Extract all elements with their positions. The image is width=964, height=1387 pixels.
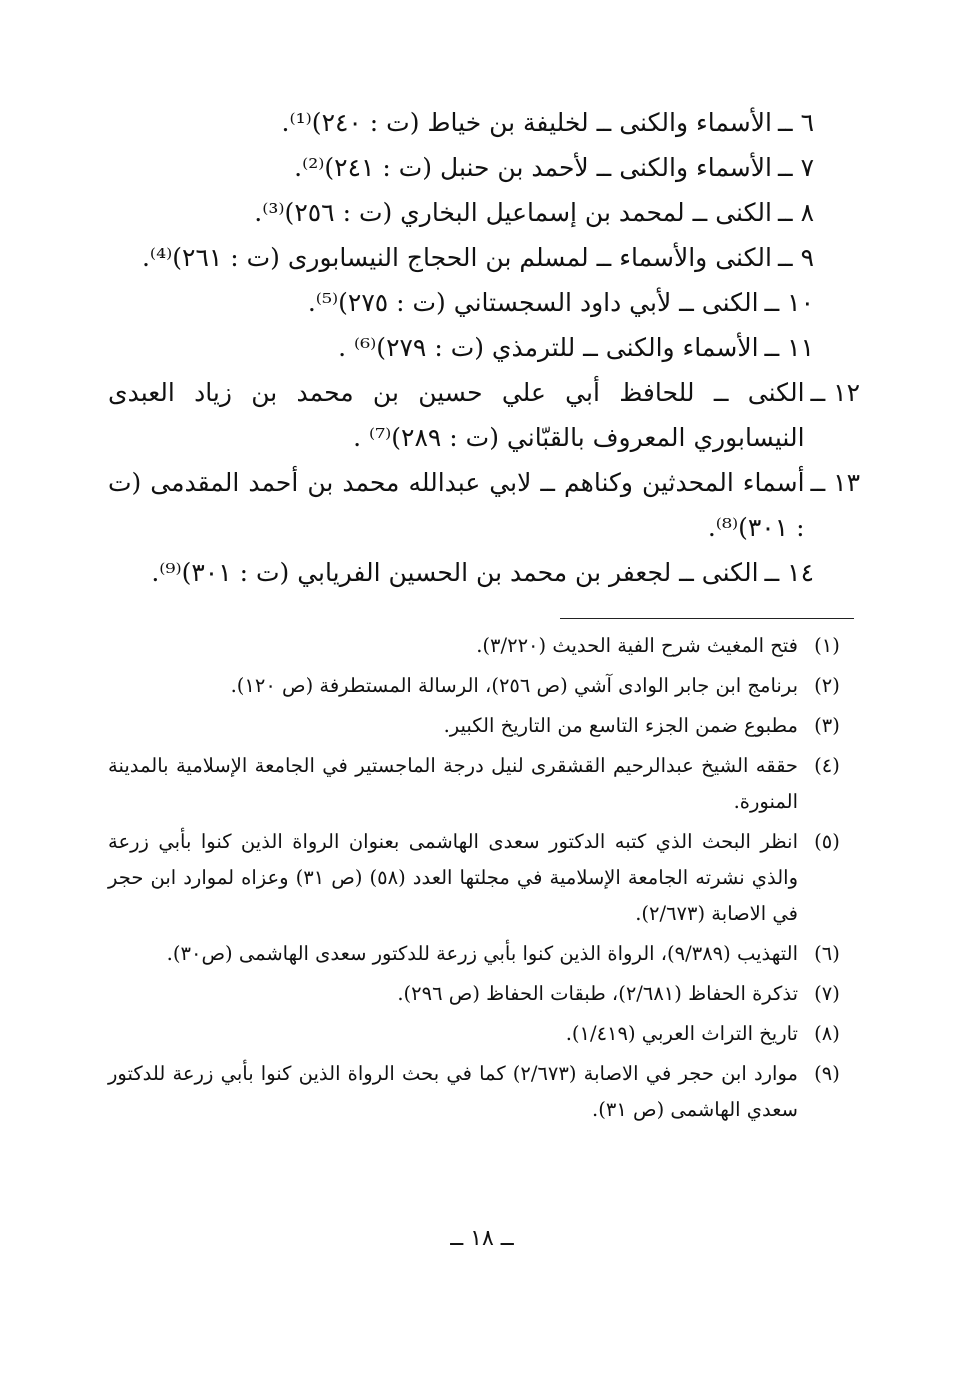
footnote-number: (٥) bbox=[814, 830, 840, 853]
footnote bbox=[108, 936, 856, 972]
footnote-text: مطبوع ضمن الجزء التاسع من التاريخ الكبير. bbox=[443, 714, 798, 737]
entry-text: الأسماء والكنى ــ للترمذي (ت : ٢٧٩)⁽⁶⁾ . bbox=[338, 333, 759, 362]
list-item bbox=[108, 370, 860, 460]
list-item bbox=[108, 280, 860, 325]
list-item bbox=[108, 460, 860, 550]
footnote-number: (٧) bbox=[814, 982, 840, 1005]
footnote bbox=[108, 1016, 856, 1052]
list-item bbox=[108, 100, 860, 145]
entry-number: ٦ ــ bbox=[777, 108, 814, 137]
entry-number: ٩ ــ bbox=[777, 243, 814, 272]
footnote-divider bbox=[560, 618, 854, 619]
list-item bbox=[108, 235, 860, 280]
footnote-text: حققه الشيخ عبدالرحيم القشقرى لنيل درجة الماجستير في الجامعة الإسلامية بالمدينة المنورة. bbox=[108, 754, 798, 813]
footnotes bbox=[108, 628, 856, 1132]
entry-text: الكنى ــ لأبي داود السجستاني (ت : ٢٧٥)⁽⁵⁾. bbox=[307, 288, 759, 317]
footnote bbox=[108, 1056, 856, 1128]
entry-number: ١٣ ــ bbox=[810, 468, 860, 497]
book-list bbox=[108, 100, 860, 595]
footnote-number: (٣) bbox=[814, 714, 840, 737]
entry-number: ١١ ــ bbox=[764, 333, 814, 362]
entry-text: الأسماء والكنى ــ لأحمد بن حنبل (ت : ٢٤١)⁽²⁾. bbox=[294, 153, 772, 182]
footnote-number: (٢) bbox=[814, 674, 840, 697]
footnote bbox=[108, 708, 856, 744]
footnote-text: تاريخ التراث العربي (١/٤١٩). bbox=[565, 1022, 798, 1045]
list-item bbox=[108, 325, 860, 370]
entry-number: ١٢ ــ bbox=[810, 378, 860, 407]
list-item bbox=[108, 190, 860, 235]
footnote-text: موارد ابن حجر في الاصابة (٢/٦٧٣) كما في بحث الرواة الذين كنوا بأبي زرعة للدكتور سعدي الهاشمى (ص ٣١). bbox=[108, 1062, 798, 1121]
entry-number: ٨ ــ bbox=[777, 198, 814, 227]
footnote-number: (٩) bbox=[814, 1062, 840, 1085]
entry-number: ١٠ ــ bbox=[764, 288, 814, 317]
entry-text: الكنى ــ للحافظ أبي علي حسين بن محمد بن زياد العبدى النيسابوري المعروف بالقبّاني (ت : ٢٨٩)⁽⁷⁾ . bbox=[108, 378, 805, 452]
list-item bbox=[108, 550, 860, 595]
footnote bbox=[108, 668, 856, 704]
footnote-text: برنامج ابن جابر الوادى آشي (ص ٢٥٦)، الرسالة المستطرفة (ص ١٢٠). bbox=[230, 674, 798, 697]
footnote-text: التهذيب (٩/٣٨٩)، الرواة الذين كنوا بأبي زرعة للدكتور سعدى الهاشمى (ص٣٠). bbox=[166, 942, 798, 965]
footnote bbox=[108, 628, 856, 664]
footnote-number: (٨) bbox=[814, 1022, 840, 1045]
footnote-text: انظر البحث الذي كتبه الدكتور سعدى الهاشمى بعنوان الرواة الذين كنوا بأبي زرعة والذي نشرته الجامعة الإسلامية في مجلتها العدد (٥٨) (ص ٣١) وعزاه لموارد ابن حجر في الاصابة (٢/٦٧٣). bbox=[108, 830, 798, 925]
footnote-text: تذكرة الحفاظ (٢/٦٨١)، طبقات الحفاظ (ص ٢٩٦). bbox=[397, 982, 798, 1005]
footnote-number: (١) bbox=[814, 634, 840, 657]
list-item bbox=[108, 145, 860, 190]
entry-text: الكنى والأسماء ــ لمسلم بن الحجاج النيسابورى (ت : ٢٦١)⁽⁴⁾. bbox=[141, 243, 772, 272]
entry-number: ١٤ ــ bbox=[764, 558, 814, 587]
entry-text: الكنى ــ لمحمد بن إسماعيل البخاري (ت : ٢٥٦)⁽³⁾. bbox=[254, 198, 772, 227]
footnote bbox=[108, 748, 856, 820]
footnote-number: (٤) bbox=[814, 754, 840, 777]
entry-text: الكنى ــ لجعفر بن محمد بن الحسين الفريابي (ت : ٣٠١)⁽⁹⁾. bbox=[151, 558, 759, 587]
footnote bbox=[108, 976, 856, 1012]
footnote bbox=[108, 824, 856, 932]
footnote-number: (٦) bbox=[814, 942, 840, 965]
page-number: ــ ١٨ ــ bbox=[450, 1226, 514, 1251]
footnote-text: فتح المغيث شرح الفية الحديث (٣/٢٢٠). bbox=[476, 634, 798, 657]
entry-text: الأسماء والكنى ــ لخليفة بن خياط (ت : ٢٤٠)⁽¹⁾. bbox=[281, 108, 772, 137]
entry-text: أسماء المحدثين وكناهم ــ لابي عبدالله محمد بن أحمد المقدمى (ت : ٣٠١)⁽⁸⁾. bbox=[108, 468, 805, 542]
entry-number: ٧ ــ bbox=[777, 153, 814, 182]
